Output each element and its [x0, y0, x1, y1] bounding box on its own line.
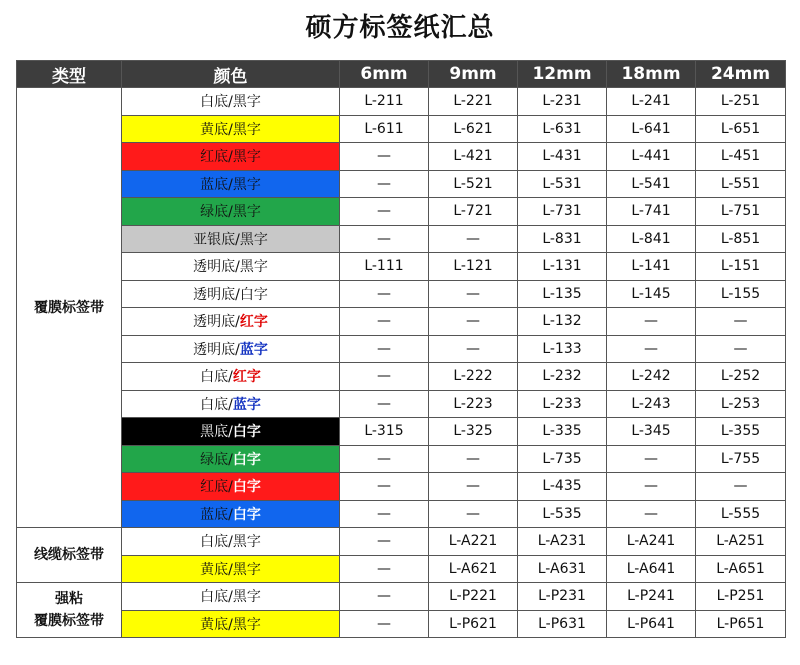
code-cell-12mm: L-435 — [518, 473, 607, 501]
text-color-label: 黑字 — [232, 94, 261, 111]
color-cell — [122, 445, 340, 473]
color-cell — [122, 88, 340, 116]
color-cell — [122, 390, 340, 418]
code-cell-9mm: — — [429, 308, 518, 336]
code-cell-12mm: L-232 — [518, 363, 607, 391]
code-cell-9mm: L-223 — [429, 390, 518, 418]
code-cell-6mm: L-111 — [340, 253, 429, 281]
code-cell-24mm: L-151 — [696, 253, 786, 281]
code-cell-9mm: L-P221 — [429, 583, 518, 611]
text-color-label: 红字 — [239, 314, 268, 331]
text-color-label: 白字 — [232, 451, 261, 468]
table-row — [17, 280, 786, 308]
color-cell — [122, 198, 340, 226]
code-cell-12mm: L-335 — [518, 418, 607, 446]
text-color-label: 白字 — [232, 424, 261, 441]
text-color-label: 黑字 — [232, 149, 261, 166]
text-color-label: 红字 — [232, 369, 261, 386]
text-color-label: 黑字 — [232, 616, 261, 633]
code-cell-12mm: L-P631 — [518, 610, 607, 638]
separator-label: / — [228, 451, 233, 468]
code-cell-12mm: L-132 — [518, 308, 607, 336]
code-cell-6mm: L-611 — [340, 115, 429, 143]
code-cell-24mm: L-555 — [696, 500, 786, 528]
code-cell-6mm: — — [340, 335, 429, 363]
text-color-label: 蓝字 — [232, 396, 261, 413]
code-cell-6mm: L-315 — [340, 418, 429, 446]
code-cell-6mm: — — [340, 528, 429, 556]
table-row — [17, 390, 786, 418]
text-color-label: 白字 — [232, 479, 261, 496]
code-cell-24mm: L-252 — [696, 363, 786, 391]
separator-label: / — [228, 561, 233, 578]
table-row — [17, 583, 786, 611]
code-cell-24mm: — — [696, 335, 786, 363]
code-cell-12mm: L-A631 — [518, 555, 607, 583]
color-cell — [122, 308, 340, 336]
type-label: 覆膜标签带 — [34, 299, 104, 316]
separator-label: / — [228, 369, 233, 386]
text-color-label: 白字 — [232, 506, 261, 523]
code-cell-9mm: L-A621 — [429, 555, 518, 583]
separator-label: / — [235, 341, 240, 358]
type-label: 强粘 — [55, 591, 83, 607]
background-color-label: 透明底 — [193, 341, 236, 358]
color-cell — [122, 115, 340, 143]
code-cell-6mm: — — [340, 583, 429, 611]
text-color-label: 黑字 — [232, 176, 261, 193]
table-row — [17, 253, 786, 281]
color-cell — [122, 280, 340, 308]
code-cell-24mm: L-451 — [696, 143, 786, 171]
code-cell-12mm: L-133 — [518, 335, 607, 363]
code-cell-18mm: L-641 — [607, 115, 696, 143]
code-cell-9mm: L-421 — [429, 143, 518, 171]
code-cell-9mm: — — [429, 225, 518, 253]
table-row — [17, 555, 786, 583]
code-cell-18mm: L-741 — [607, 198, 696, 226]
separator-label: / — [228, 204, 233, 221]
background-color-label: 绿底 — [200, 204, 229, 221]
color-cell — [122, 418, 340, 446]
header-type: 类型 — [17, 61, 122, 88]
code-cell-6mm: — — [340, 143, 429, 171]
separator-label: / — [235, 231, 240, 248]
code-cell-18mm: L-A241 — [607, 528, 696, 556]
background-color-label: 白底 — [200, 396, 229, 413]
table-row — [17, 198, 786, 226]
code-cell-12mm: L-831 — [518, 225, 607, 253]
code-cell-6mm: L-211 — [340, 88, 429, 116]
color-cell — [122, 253, 340, 281]
code-cell-12mm: L-531 — [518, 170, 607, 198]
background-color-label: 黄底 — [200, 121, 229, 138]
code-cell-9mm: — — [429, 500, 518, 528]
text-color-label: 黑字 — [232, 534, 261, 551]
separator-label: / — [228, 121, 233, 138]
separator-label: / — [228, 149, 233, 166]
code-cell-12mm: L-A231 — [518, 528, 607, 556]
code-cell-9mm: L-A221 — [429, 528, 518, 556]
color-cell — [122, 335, 340, 363]
color-cell — [122, 143, 340, 171]
code-cell-12mm: L-231 — [518, 88, 607, 116]
code-cell-18mm: — — [607, 473, 696, 501]
table-row — [17, 115, 786, 143]
color-cell — [122, 583, 340, 611]
header-24mm: 24mm — [696, 61, 786, 88]
code-cell-9mm: L-P621 — [429, 610, 518, 638]
code-cell-24mm: L-751 — [696, 198, 786, 226]
code-cell-24mm: L-551 — [696, 170, 786, 198]
separator-label: / — [235, 314, 240, 331]
code-cell-24mm: L-851 — [696, 225, 786, 253]
color-cell — [122, 528, 340, 556]
table-row — [17, 335, 786, 363]
code-cell-9mm: — — [429, 445, 518, 473]
code-cell-24mm: L-651 — [696, 115, 786, 143]
code-cell-9mm: — — [429, 473, 518, 501]
background-color-label: 透明底 — [193, 314, 236, 331]
code-cell-6mm: — — [340, 280, 429, 308]
table-row — [17, 225, 786, 253]
code-cell-9mm: L-121 — [429, 253, 518, 281]
type-label: 覆膜标签带 — [34, 613, 104, 629]
code-cell-18mm: L-841 — [607, 225, 696, 253]
text-color-label: 黑字 — [232, 121, 261, 138]
code-cell-24mm: — — [696, 473, 786, 501]
code-cell-12mm: L-P231 — [518, 583, 607, 611]
background-color-label: 白底 — [200, 94, 229, 111]
header-6mm: 6mm — [340, 61, 429, 88]
table-row — [17, 308, 786, 336]
text-color-label: 白字 — [239, 286, 268, 303]
separator-label: / — [228, 424, 233, 441]
background-color-label: 黄底 — [200, 561, 229, 578]
code-cell-24mm: — — [696, 308, 786, 336]
background-color-label: 蓝底 — [200, 506, 229, 523]
separator-label: / — [228, 506, 233, 523]
type-cell — [17, 88, 122, 528]
code-cell-24mm: L-A251 — [696, 528, 786, 556]
separator-label: / — [228, 396, 233, 413]
code-cell-6mm: — — [340, 610, 429, 638]
color-cell — [122, 473, 340, 501]
header-18mm: 18mm — [607, 61, 696, 88]
code-cell-9mm: L-721 — [429, 198, 518, 226]
code-cell-9mm: — — [429, 335, 518, 363]
code-cell-9mm: L-222 — [429, 363, 518, 391]
header-9mm: 9mm — [429, 61, 518, 88]
text-color-label: 黑字 — [239, 259, 268, 276]
color-cell — [122, 225, 340, 253]
table-row — [17, 143, 786, 171]
code-cell-18mm: L-441 — [607, 143, 696, 171]
code-cell-6mm: — — [340, 225, 429, 253]
code-cell-6mm: — — [340, 473, 429, 501]
background-color-label: 黑底 — [200, 424, 229, 441]
code-cell-12mm: L-731 — [518, 198, 607, 226]
code-cell-18mm: — — [607, 335, 696, 363]
text-color-label: 黑字 — [232, 204, 261, 221]
background-color-label: 白底 — [200, 369, 229, 386]
color-cell — [122, 170, 340, 198]
color-cell — [122, 500, 340, 528]
text-color-label: 黑字 — [232, 589, 261, 606]
code-cell-9mm: L-521 — [429, 170, 518, 198]
code-cell-24mm: L-P651 — [696, 610, 786, 638]
separator-label: / — [228, 589, 233, 606]
code-cell-9mm: L-221 — [429, 88, 518, 116]
separator-label: / — [228, 616, 233, 633]
text-color-label: 黑字 — [239, 231, 268, 248]
background-color-label: 亚银底 — [193, 231, 236, 248]
code-cell-24mm: L-251 — [696, 88, 786, 116]
color-cell — [122, 555, 340, 583]
type-cell — [17, 583, 122, 638]
code-cell-6mm: — — [340, 555, 429, 583]
code-cell-9mm: L-621 — [429, 115, 518, 143]
code-cell-24mm: L-253 — [696, 390, 786, 418]
background-color-label: 红底 — [200, 149, 229, 166]
table-row — [17, 610, 786, 638]
table-row — [17, 445, 786, 473]
code-cell-18mm: — — [607, 308, 696, 336]
header-12mm: 12mm — [518, 61, 607, 88]
code-cell-24mm: L-355 — [696, 418, 786, 446]
code-cell-12mm: L-735 — [518, 445, 607, 473]
code-cell-6mm: — — [340, 198, 429, 226]
separator-label: / — [228, 534, 233, 551]
code-cell-24mm: L-P251 — [696, 583, 786, 611]
background-color-label: 透明底 — [193, 286, 236, 303]
text-color-label: 蓝字 — [239, 341, 268, 358]
background-color-label: 透明底 — [193, 259, 236, 276]
code-cell-12mm: L-631 — [518, 115, 607, 143]
code-cell-24mm: L-755 — [696, 445, 786, 473]
type-label: 线缆标签带 — [34, 547, 104, 563]
separator-label: / — [228, 479, 233, 496]
table-row — [17, 418, 786, 446]
text-color-label: 黑字 — [232, 561, 261, 578]
code-cell-6mm: — — [340, 445, 429, 473]
code-cell-18mm: L-241 — [607, 88, 696, 116]
header-row — [17, 61, 786, 88]
code-cell-18mm: L-541 — [607, 170, 696, 198]
code-cell-9mm: — — [429, 280, 518, 308]
background-color-label: 绿底 — [200, 451, 229, 468]
code-cell-12mm: L-131 — [518, 253, 607, 281]
code-cell-6mm: — — [340, 363, 429, 391]
code-cell-6mm: — — [340, 390, 429, 418]
code-cell-18mm: L-141 — [607, 253, 696, 281]
code-cell-6mm: — — [340, 308, 429, 336]
code-cell-9mm: L-325 — [429, 418, 518, 446]
code-cell-6mm: — — [340, 500, 429, 528]
table-row — [17, 170, 786, 198]
header-color: 颜色 — [122, 61, 340, 88]
separator-label: / — [228, 176, 233, 193]
table-row — [17, 88, 786, 116]
code-cell-24mm: L-155 — [696, 280, 786, 308]
table-row — [17, 528, 786, 556]
code-cell-12mm: L-535 — [518, 500, 607, 528]
code-cell-18mm: L-P241 — [607, 583, 696, 611]
table-row — [17, 500, 786, 528]
code-cell-18mm: — — [607, 445, 696, 473]
code-cell-18mm: — — [607, 500, 696, 528]
code-cell-12mm: L-135 — [518, 280, 607, 308]
separator-label: / — [235, 259, 240, 276]
table-row — [17, 363, 786, 391]
label-tape-table — [16, 60, 786, 638]
background-color-label: 红底 — [200, 479, 229, 496]
background-color-label: 蓝底 — [200, 176, 229, 193]
code-cell-18mm: L-243 — [607, 390, 696, 418]
code-cell-18mm: L-145 — [607, 280, 696, 308]
background-color-label: 白底 — [200, 589, 229, 606]
separator-label: / — [228, 94, 233, 111]
code-cell-12mm: L-233 — [518, 390, 607, 418]
type-cell — [17, 528, 122, 583]
color-cell — [122, 363, 340, 391]
code-cell-18mm: L-345 — [607, 418, 696, 446]
separator-label: / — [235, 286, 240, 303]
code-cell-24mm: L-A651 — [696, 555, 786, 583]
background-color-label: 黄底 — [200, 616, 229, 633]
code-cell-18mm: L-A641 — [607, 555, 696, 583]
page-title: 硕方标签纸汇总 — [305, 13, 495, 43]
table-row — [17, 473, 786, 501]
code-cell-18mm: L-P641 — [607, 610, 696, 638]
code-cell-6mm: — — [340, 170, 429, 198]
code-cell-18mm: L-242 — [607, 363, 696, 391]
code-cell-12mm: L-431 — [518, 143, 607, 171]
color-cell — [122, 610, 340, 638]
background-color-label: 白底 — [200, 534, 229, 551]
